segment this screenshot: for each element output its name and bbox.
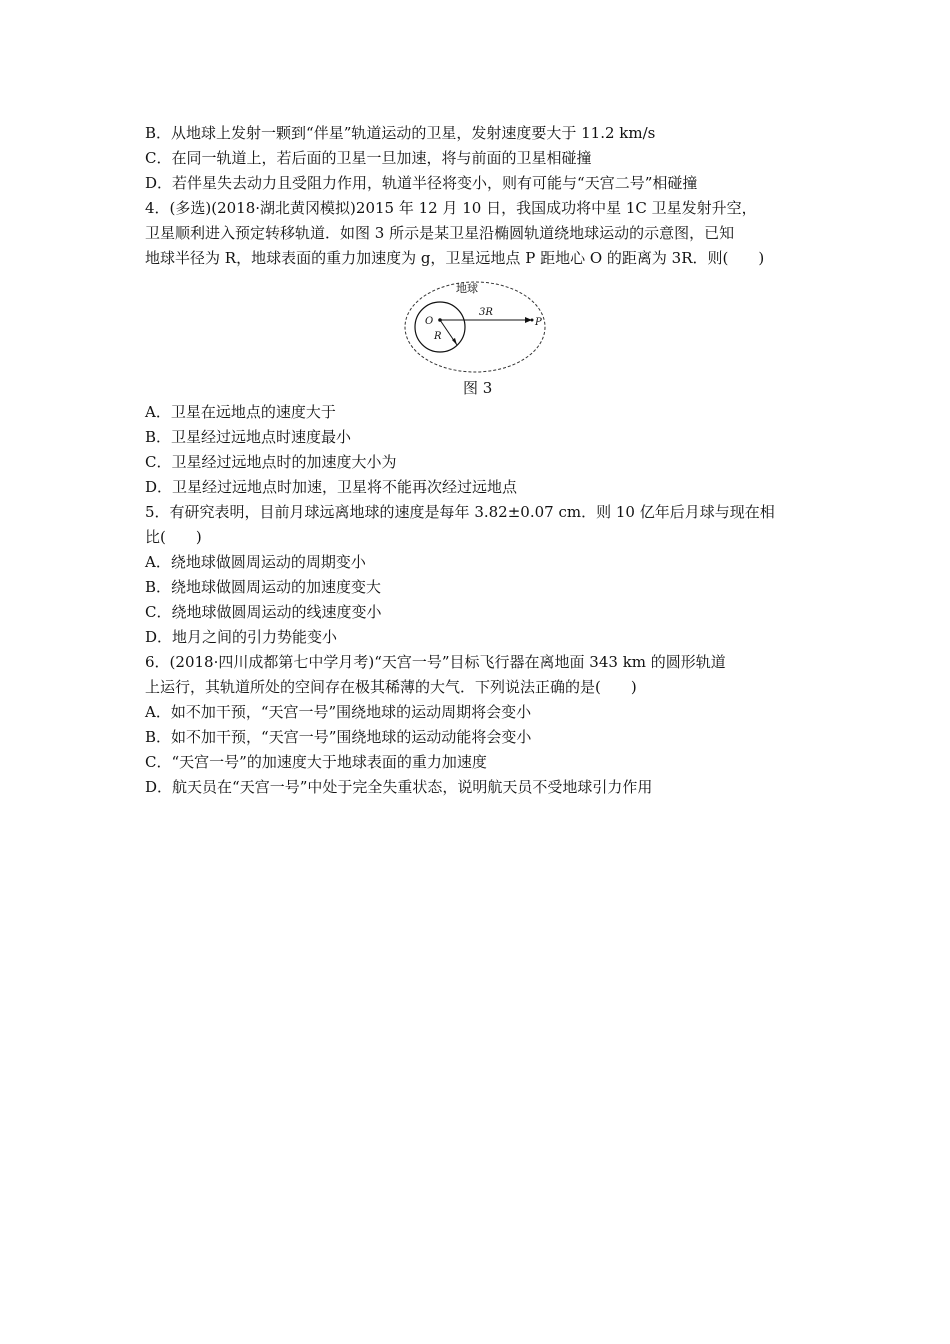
question-5-line-1: 5．有研究表明，目前月球远离地球的速度是每年 3.82±0.07 cm．则 10 亿年后月球与现在相 <box>145 503 775 521</box>
distance-label: 3R <box>479 307 493 318</box>
center-label: O <box>425 316 434 327</box>
question-6-line-1: 6．(2018·四川成都第七中学月考)“天宫一号”目标飞行器在离地面 343 km 的圆形轨道 <box>145 653 726 671</box>
option-5b: B．绕地球做圆周运动的加速度变大 <box>145 578 382 596</box>
question-4-line-1: 4．(多选)(2018·湖北黄冈模拟)2015 年 12 月 10 日，我国成功将中星 1C 卫星发射升空， <box>145 199 757 217</box>
option-6b: B．如不加干预，“天宫一号”围绕地球的运动动能将会变小 <box>145 728 532 746</box>
question-4-line-2: 卫星顺利进入预定转移轨道．如图 3 所示是某卫星沿椭圆轨道绕地球运动的示意图，已知 <box>145 224 735 242</box>
elliptical-orbit <box>405 282 545 372</box>
option-4a: A．卫星在远地点的速度大于 <box>145 403 336 421</box>
question-4-line-3: 地球半径为 R，地球表面的重力加速度为 g，卫星远地点 P 距地心 O 的距离为 3R．则( ) <box>145 249 765 267</box>
radius-label: R <box>434 331 442 342</box>
option-3b: B．从地球上发射一颗到“伴星”轨道运动的卫星，发射速度要大于 11.2 km/s <box>145 124 656 142</box>
option-6d: D．航天员在“天宫一号”中处于完全失重状态，说明航天员不受地球引力作用 <box>145 778 653 796</box>
figure-caption: 图 3 <box>463 379 493 397</box>
question-5-line-2: 比( ) <box>145 528 202 546</box>
earth-circle <box>415 302 465 352</box>
orbit-diagram <box>404 280 554 374</box>
option-6c: C．“天宫一号”的加速度大于地球表面的重力加速度 <box>145 753 487 771</box>
option-4c: C．卫星经过远地点时的加速度大小为 <box>145 453 397 471</box>
option-6a: A．如不加干预，“天宫一号”围绕地球的运动周期将会变小 <box>145 703 532 721</box>
earth-label: 地球 <box>456 282 478 295</box>
option-3c: C．在同一轨道上，若后面的卫星一旦加速，将与前面的卫星相碰撞 <box>145 149 592 167</box>
point-p-marker <box>531 319 534 322</box>
question-6-line-2: 上运行，其轨道所处的空间存在极其稀薄的大气．下列说法正确的是( ) <box>145 678 637 696</box>
option-4b: B．卫星经过远地点时速度最小 <box>145 428 352 446</box>
option-5c: C．绕地球做圆周运动的线速度变小 <box>145 603 382 621</box>
option-5d: D．地月之间的引力势能变小 <box>145 628 338 646</box>
point-p-label: P <box>535 317 542 328</box>
option-5a: A．绕地球做圆周运动的周期变小 <box>145 553 366 571</box>
option-3d: D．若伴星失去动力且受阻力作用，轨道半径将变小，则有可能与“天宫二号”相碰撞 <box>145 174 698 192</box>
option-4d: D．卫星经过远地点时加速，卫星将不能再次经过远地点 <box>145 478 518 496</box>
